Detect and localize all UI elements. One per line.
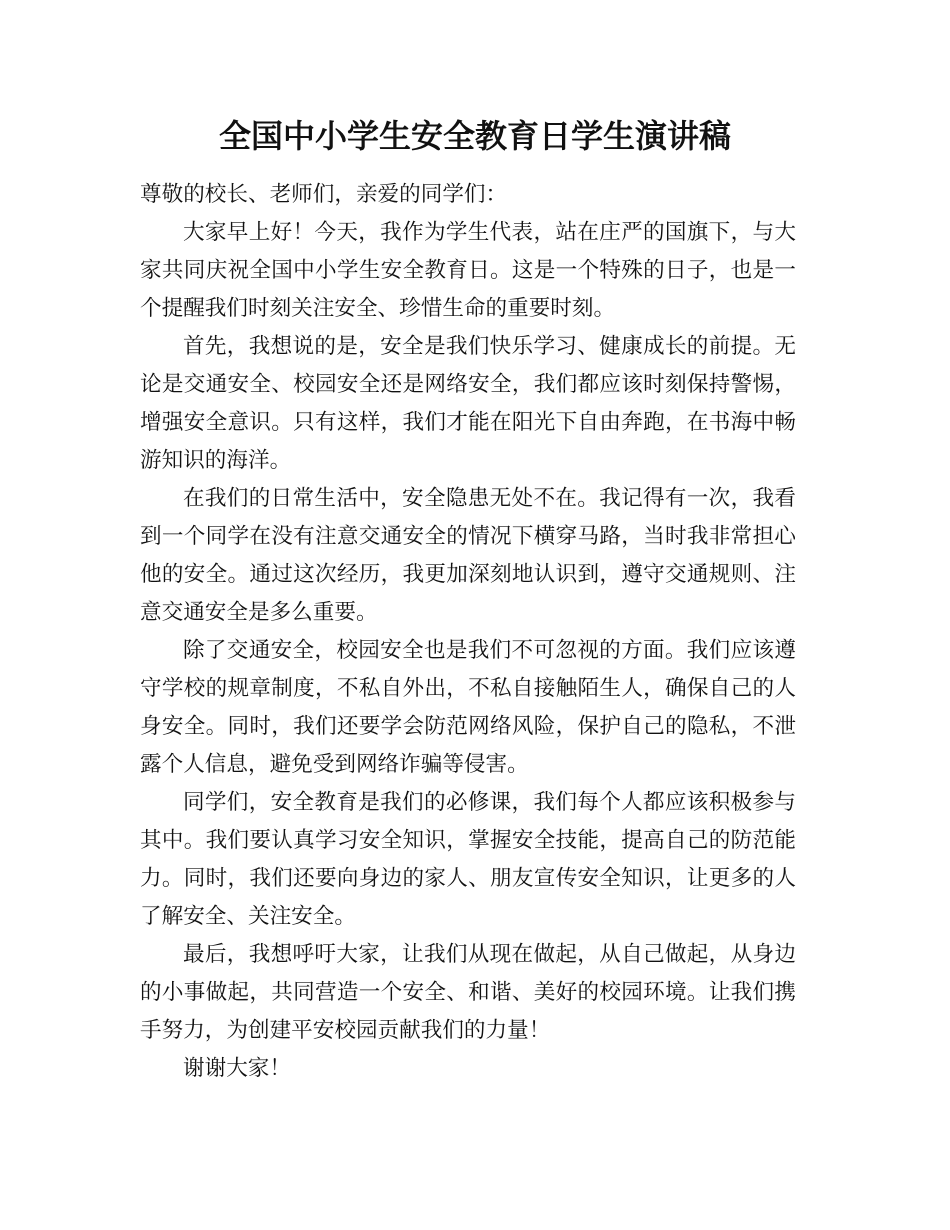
paragraph-safety-education: 同学们，安全教育是我们的必修课，我们每个人都应该积极参与其中。我们要认真学习安全知识，掌握安全技能，提高自己的防范能力。同时，我们还要向身边的家人、朋友宣传安全知识，让更多的人了解安全、关注安全。 bbox=[140, 790, 796, 929]
paragraph-closing-appeal: 最后，我想呼吁大家，让我们从现在做起，从自己做起，从身边的小事做起，共同营造一个安全、和谐、美好的校园环境。让我们携手努力，为创建平安校园贡献我们的力量！ bbox=[140, 942, 796, 1043]
speech-body bbox=[140, 176, 796, 1088]
paragraph-thanks: 谢谢大家！ bbox=[183, 1056, 291, 1081]
document-title: 全国中小学生安全教育日学生演讲稿 bbox=[218, 117, 731, 155]
paragraph-daily-hazards: 在我们的日常生活中，安全隐患无处不在。我记得有一次，我看到一个同学在没有注意交通安全的情况下横穿马路，当时我非常担心他的安全。通过这次经历，我更加深刻地认识到，遵守交通规则、注意交通安全是多么重要。 bbox=[140, 486, 796, 625]
paragraph-campus-safety: 除了交通安全，校园安全也是我们不可忽视的方面。我们应该遵守学校的规章制度，不私自外出，不私自接触陌生人，确保自己的人身安全。同时，我们还要学会防范网络风险，保护自己的隐私，不泄露个人信息，避免受到网络诈骗等侵害。 bbox=[140, 638, 796, 777]
paragraph-opening: 大家早上好！今天，我作为学生代表，站在庄严的国旗下，与大家共同庆祝全国中小学生安全教育日。这是一个特殊的日子，也是一个提醒我们时刻关注安全、珍惜生命的重要时刻。 bbox=[140, 220, 796, 321]
paragraph-safety-premise: 首先，我想说的是，安全是我们快乐学习、健康成长的前提。无论是交通安全、校园安全还是网络安全，我们都应该时刻保持警惕，增强安全意识。只有这样，我们才能在阳光下自由奔跑，在书海中畅游知识的海洋。 bbox=[140, 334, 796, 473]
salutation: 尊敬的校长、老师们，亲爱的同学们： bbox=[140, 182, 508, 207]
